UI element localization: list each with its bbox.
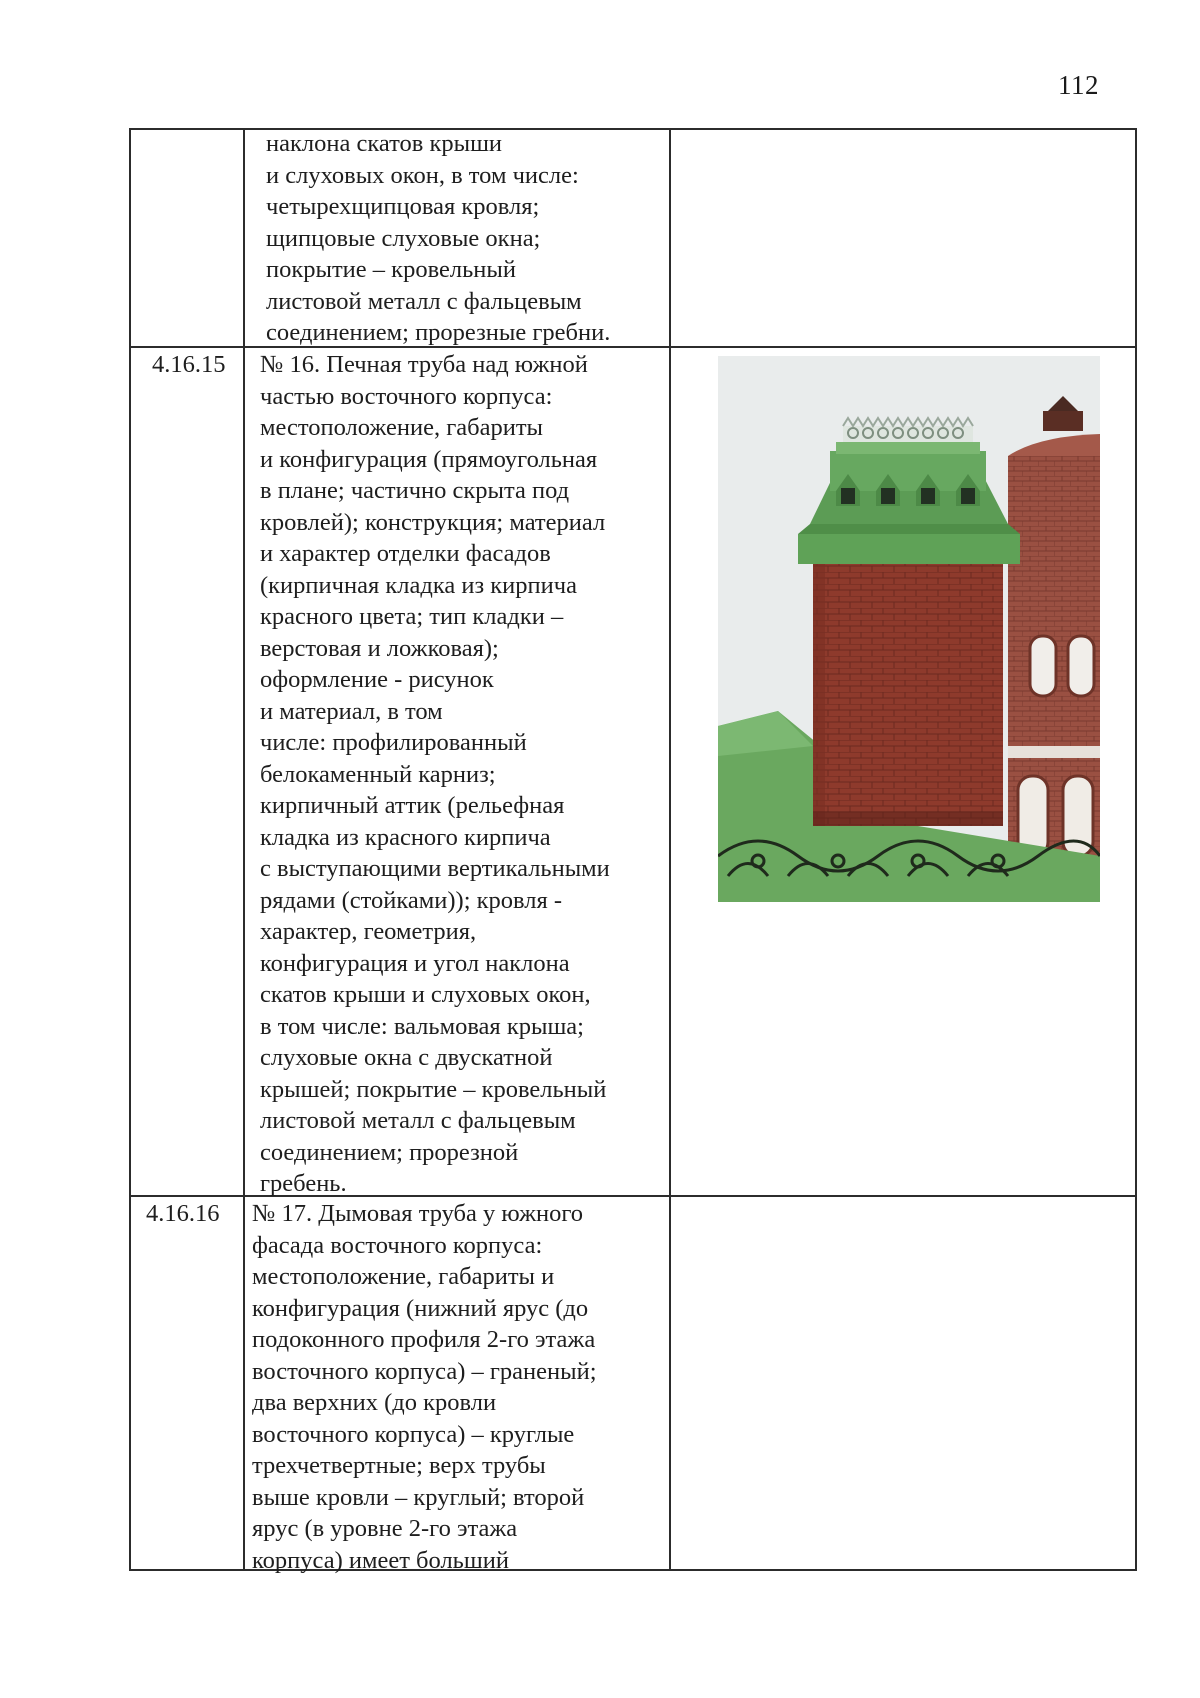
column-divider-2 (669, 128, 671, 1570)
column-divider-1 (243, 128, 245, 1570)
page-number: 112 (1058, 70, 1099, 100)
row-3-description: № 17. Дымовая труба у южного фасада восточного корпуса: местоположение, габариты и конфигурация (нижний ярус (до подоконного профиля 2-го этажа восточного корпуса) – граненый; два верхних (до кровли восточного корпуса) – круглые трехчетвертные; верх трубы выше кровли – круглый; второй ярус (в уровне 2-го этажа корпуса) имеет больший (252, 1200, 597, 1574)
chimney-cornice (798, 534, 1020, 564)
row-2-number: 4.16.15 (152, 351, 226, 378)
row-1-description: наклона скатов крыши и слуховых окон, в том числе: четырехщипцовая кровля; щипцовые слуховые окна; покрытие – кровельный листовой металл с фальцевым соединением; прорезные гребни. (266, 130, 611, 346)
table-border-right (1135, 128, 1137, 1570)
chimney-shaft (813, 561, 1003, 826)
neighbour-tower (1008, 396, 1100, 902)
chimney-photo (718, 356, 1100, 902)
row-2-description: № 16. Печная труба над южной частью восточного корпуса: местоположение, габариты и конфигурация (прямоугольная в плане; частично скрыта под кровлей); конструкция; материал и характер отделки фасадов (кирпичная кладка из кирпича красного цвета; тип кладки – верстовая и ложковая); оформление - рисунок и материал, в том числе: профилированный белокаменный карниз; кирпичный аттик (рельефная кладка из красного кирпича с выступающими вертикальными рядами (стойками)); кровля - характер, геометрия, конфигурация и угол наклона скатов крыши и слуховых окон, в том числе: вальмовая крыша; слуховые окна с двускатной крышей; покрытие – кровельный листовой металл с фальцевым соединением; прорезной гребень. (260, 351, 610, 1197)
row-3-number: 4.16.16 (146, 1200, 220, 1227)
table-border-left (129, 128, 131, 1570)
